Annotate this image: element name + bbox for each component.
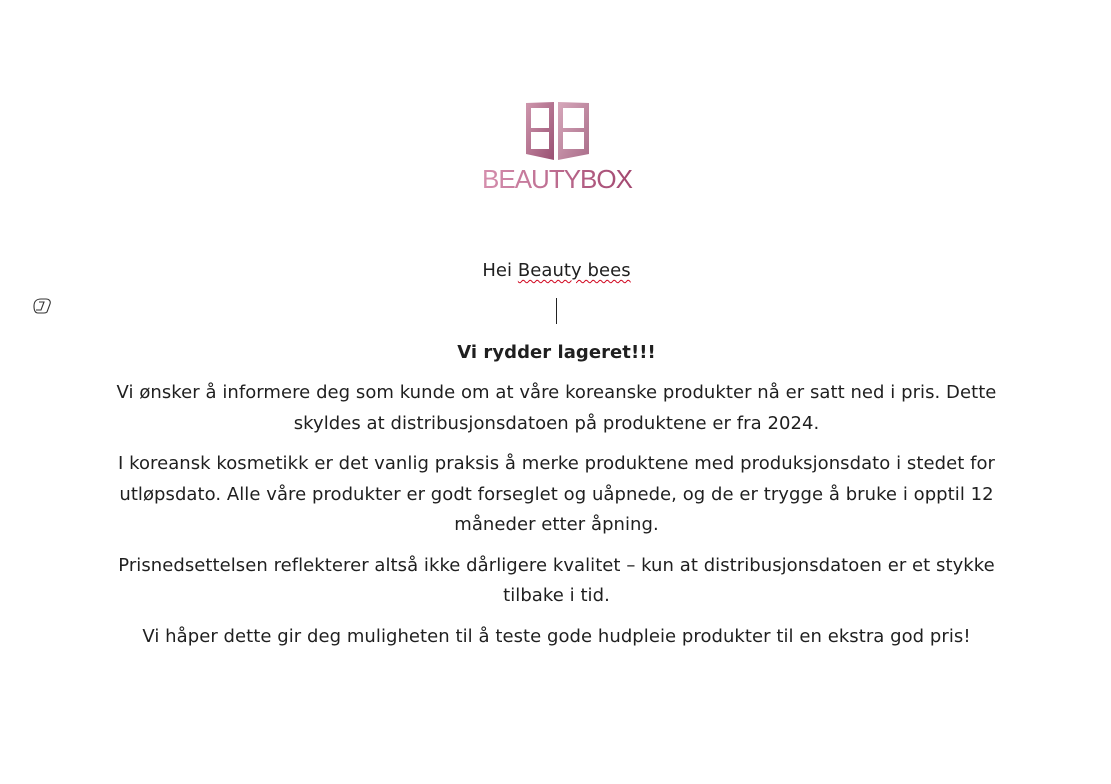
paragraph-closing: Vi håper dette gir deg muligheten til å teste gode hudpleie produkter til en ekstra god pris! bbox=[142, 625, 971, 647]
beautybox-logo bbox=[466, 98, 648, 194]
paragraph-korean-dating: I koreansk kosmetikk er det vanlig praksis å merke produktene med produksjonsdato i stedet for utløpsdato. Alle våre produkter er godt forseglet og uåpnede, og de er trygge å bruke i opptil 12 måneder etter åpning. bbox=[118, 453, 995, 535]
greeting bbox=[110, 256, 1003, 286]
message-content bbox=[110, 256, 1003, 652]
greeting-name[interactable]: Beauty bees bbox=[517, 260, 631, 281]
message-heading: Vi rydder lageret!!! bbox=[457, 342, 656, 363]
greeting-prefix: Hei bbox=[482, 260, 518, 281]
paragraph-price-info: Vi ønsker å informere deg som kunde om at våre koreanske produkter nå er satt ned i pris. Dette skyldes at distribusjonsdatoen på produktene er fra 2024. bbox=[116, 382, 997, 434]
copilot-icon[interactable] bbox=[32, 298, 52, 314]
paragraph-quality-note: Prisnedsettelsen reflekterer altså ikke dårligere kvalitet – kun at distribusjonsdatoen er et stykke tilbake i tid. bbox=[118, 554, 995, 606]
logo-wordmark: BEAUTYBOX bbox=[482, 164, 632, 194]
text-cursor bbox=[556, 298, 557, 324]
copilot-glyph bbox=[32, 298, 52, 314]
